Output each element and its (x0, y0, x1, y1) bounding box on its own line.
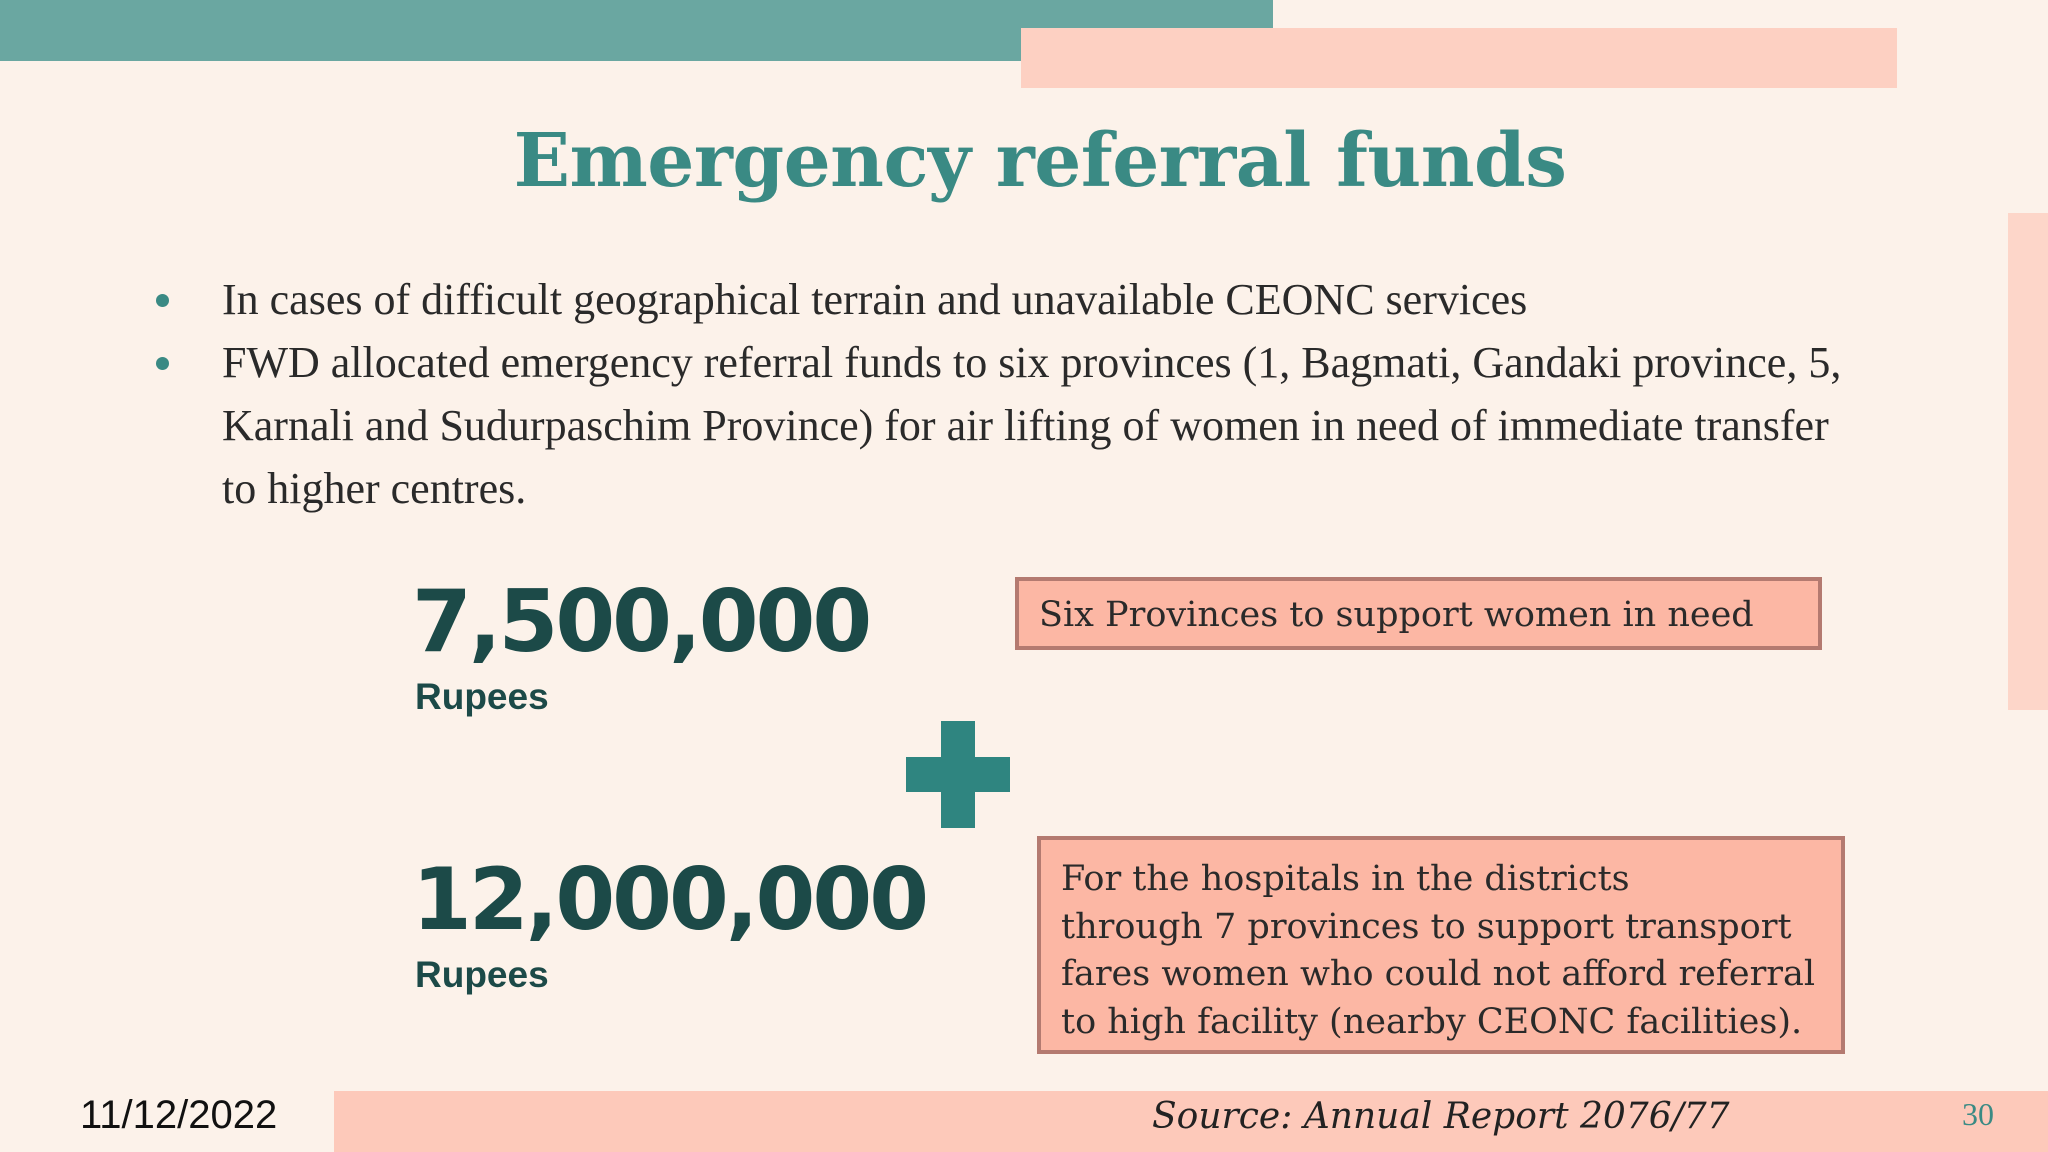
bullet-dot-icon (156, 357, 169, 370)
fund-amount-first: 7,500,000 (412, 572, 870, 672)
footer-source: Source: Annual Report 2076/77 (1152, 1096, 1730, 1137)
hospitals-text-line: fares women who could not afford referral (1061, 954, 1816, 994)
bullet-list (150, 268, 1870, 520)
hospitals-text-line: For the hospitals in the districts (1061, 859, 1630, 899)
bullet-item (150, 268, 1870, 331)
bullet-text: FWD allocated emergency referral funds to six provinces (1, Bagmati, Gandaki province, 5, Karnali and Sudurpaschim Province) for air lifting of women in need of immediate transfer to higher centres. (222, 338, 1842, 513)
plus-icon (906, 721, 1010, 828)
top-pink-bar (1021, 28, 1897, 88)
fund-amount-second: 12,000,000 (412, 850, 927, 950)
slide-title: Emergency referral funds (513, 118, 1567, 204)
six-provinces-text: Six Provinces to support women in need (1039, 595, 1754, 635)
fund-unit-second: Rupees (415, 954, 549, 995)
fund-unit-first: Rupees (415, 676, 549, 717)
bullet-text: In cases of difficult geographical terrain and unavailable CEONC services (222, 275, 1528, 324)
bullet-item (150, 331, 1870, 520)
hospitals-text-line: through 7 provinces to support transport (1061, 906, 1792, 947)
bullet-dot-icon (156, 294, 169, 307)
hospitals-box (1037, 836, 1845, 1054)
side-pink-bar (2008, 213, 2048, 710)
hospitals-text-line: to high facility (nearby CEONC facilities). (1061, 1001, 1803, 1042)
footer-date: 11/12/2022 (80, 1093, 278, 1137)
page-number: 30 (1962, 1096, 1994, 1132)
six-provinces-box (1015, 577, 1822, 650)
